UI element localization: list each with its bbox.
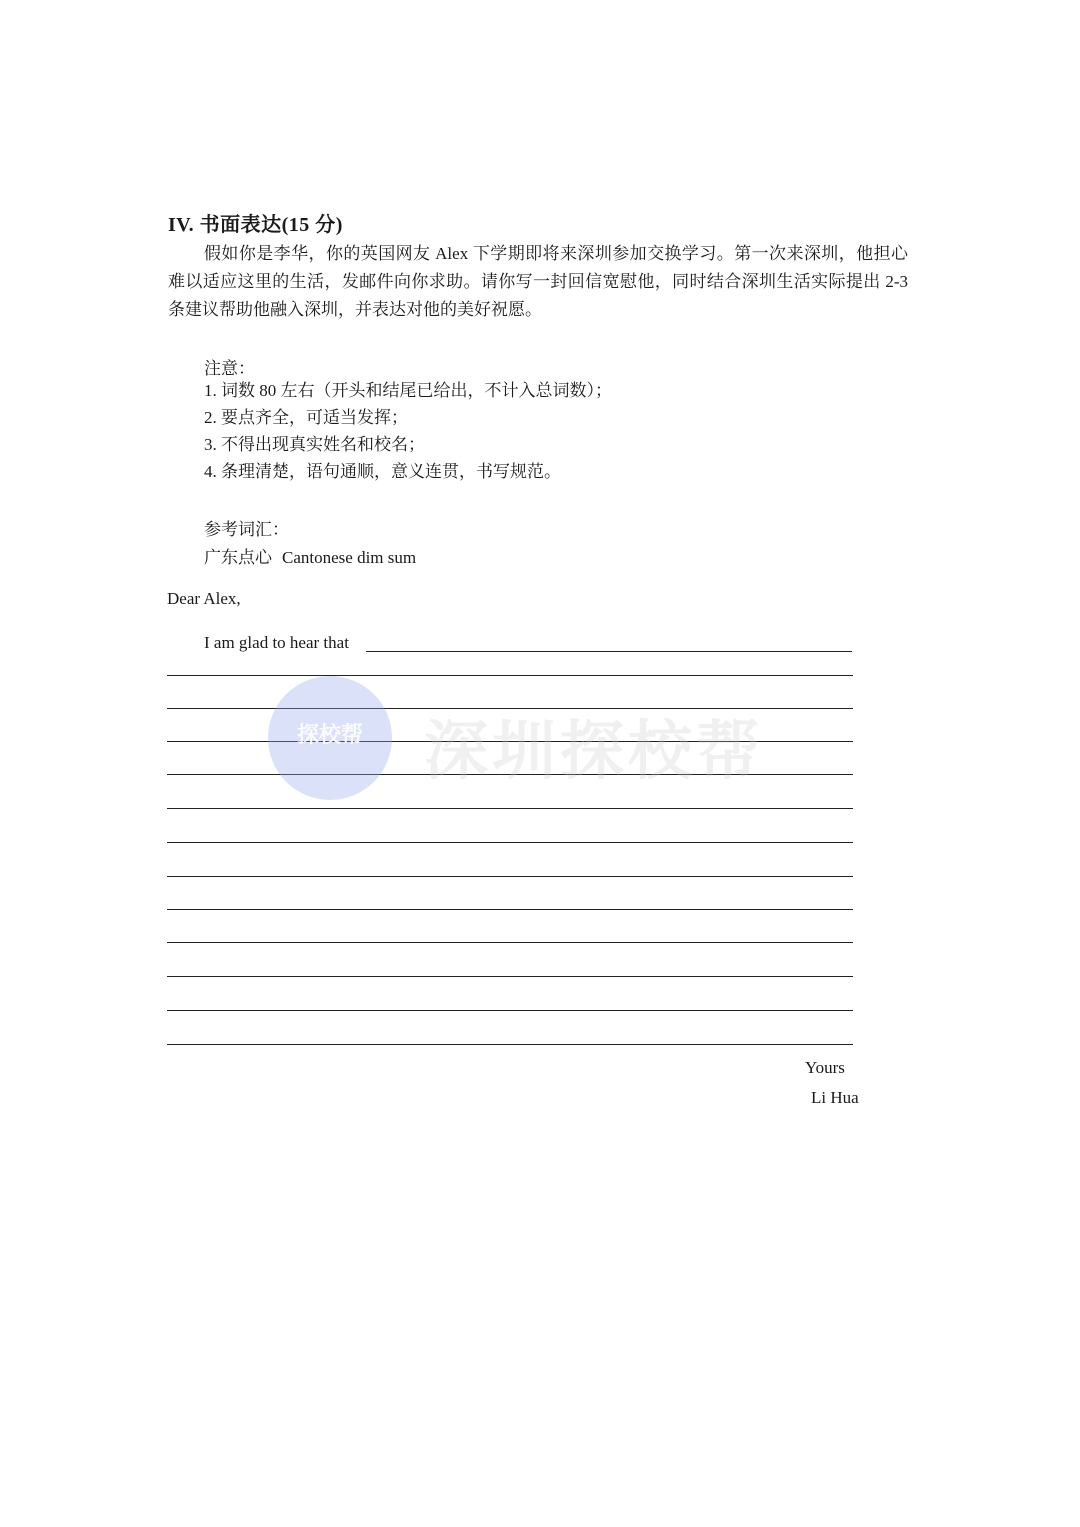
letter-opening: I am glad to hear that xyxy=(204,633,349,652)
notes-heading: 注意： xyxy=(204,359,255,378)
writing-line[interactable] xyxy=(167,842,853,843)
section-title: IV. 书面表达(15 分) xyxy=(168,214,343,236)
writing-line[interactable] xyxy=(167,774,853,775)
writing-line[interactable] xyxy=(366,651,852,652)
note-item: 3. 不得出现真实姓名和校名； xyxy=(204,435,425,454)
writing-line[interactable] xyxy=(167,876,853,877)
writing-line[interactable] xyxy=(167,675,853,676)
writing-line[interactable] xyxy=(167,708,853,709)
writing-line[interactable] xyxy=(167,909,853,910)
writing-line[interactable] xyxy=(167,942,853,943)
letter-salutation: Dear Alex, xyxy=(167,589,241,608)
vocabulary-heading: 参考词汇： xyxy=(204,520,289,539)
writing-line[interactable] xyxy=(167,808,853,809)
watermark-text: 深圳探校帮 xyxy=(424,715,764,789)
writing-line[interactable] xyxy=(167,976,853,977)
writing-prompt: 假如你是李华，你的英国网友 Alex 下学期即将来深圳参加交换学习。第一次来深圳，他担心难以适应这里的生活，发邮件向你求助。请你写一封回信宽慰他，同时结合深圳生活实际提出 2-3 条建议帮助他融入深圳，并表达对他的美好祝愿。 xyxy=(168,244,908,319)
watermark-logo-icon xyxy=(268,676,392,800)
writing-line[interactable] xyxy=(167,1044,853,1045)
vocabulary-chinese: 广东点心 xyxy=(204,548,272,567)
watermark-logo-text: 探校帮 xyxy=(296,723,363,748)
note-item: 1. 词数 80 左右（开头和结尾已给出，不计入总词数）； xyxy=(204,381,612,400)
writing-line[interactable] xyxy=(167,741,853,742)
note-item: 4. 条理清楚，语句通顺，意义连贯，书写规范。 xyxy=(204,462,561,481)
writing-line[interactable] xyxy=(167,1010,853,1011)
letter-signature: Li Hua xyxy=(811,1088,859,1107)
letter-closing: Yours xyxy=(805,1058,845,1077)
note-item: 2. 要点齐全，可适当发挥； xyxy=(204,408,408,427)
vocabulary-english: Cantonese dim sum xyxy=(282,548,417,567)
vocabulary-entry xyxy=(204,543,416,568)
notes-list xyxy=(204,377,612,485)
